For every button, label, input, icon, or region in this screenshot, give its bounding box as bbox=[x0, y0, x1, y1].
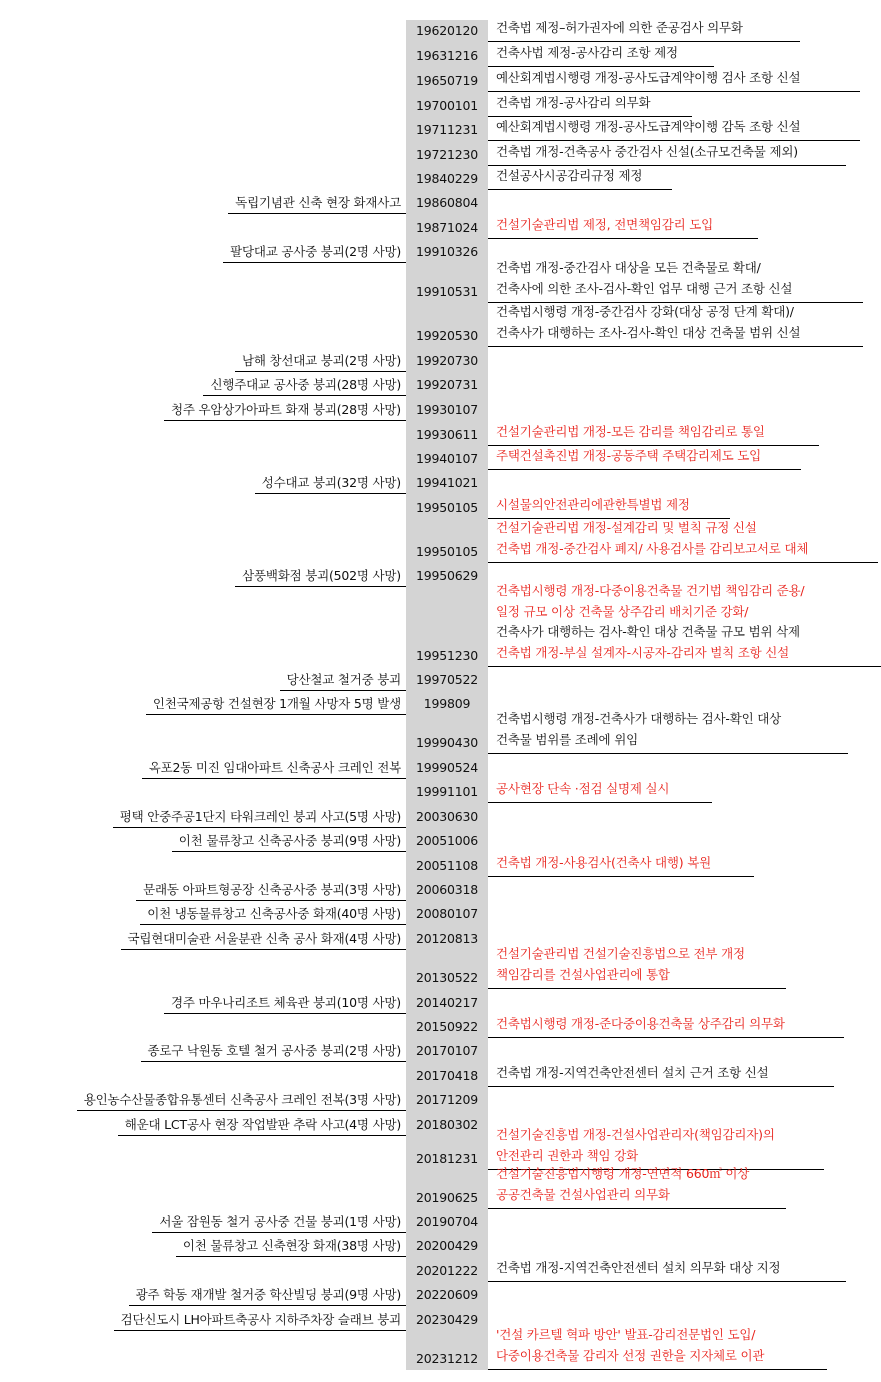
regulation-line: 건설기술관리법 개정-모든 감리를 책임감리로 통일 bbox=[496, 424, 765, 440]
incident-label: 광주 학동 재개발 철거중 학산빌딩 붕괴(9명 사망) bbox=[135, 1287, 401, 1302]
regulation-line: 일정 규모 이상 건축물 상주감리 배치기준 강화/ bbox=[496, 603, 749, 619]
incident-label: 문래동 아파트형공장 신축공사중 붕괴(3명 사망) bbox=[143, 882, 401, 897]
timeline-date: 19950105 bbox=[415, 544, 479, 559]
regulation-text bbox=[496, 853, 711, 874]
timeline-row bbox=[0, 93, 881, 117]
timeline-row bbox=[0, 755, 881, 779]
regulation-line: 건축사가 대행하는 검사-확인 대상 건축물 규모 범위 삭제 bbox=[496, 624, 800, 640]
timeline-row bbox=[0, 577, 881, 667]
regulation-underline bbox=[488, 1369, 827, 1370]
timeline-row bbox=[0, 1258, 881, 1282]
regulation-text bbox=[496, 581, 804, 664]
timeline-date: 20180302 bbox=[415, 1117, 479, 1132]
timeline-date: 19620120 bbox=[415, 23, 479, 38]
incident-label: 용인농수산물종합유통센터 신축공사 크레인 전복(3명 사망) bbox=[83, 1092, 401, 1107]
incident-underline bbox=[255, 493, 406, 494]
timeline-date: 20051108 bbox=[415, 858, 479, 873]
regulation-underline bbox=[488, 753, 848, 754]
timeline-row bbox=[0, 853, 881, 877]
timeline-row bbox=[0, 215, 881, 239]
timeline-date: 20170418 bbox=[415, 1068, 479, 1083]
timeline-date: 20181231 bbox=[415, 1151, 479, 1166]
regulation-text bbox=[496, 302, 800, 344]
timeline-date: 19990524 bbox=[415, 760, 479, 775]
incident-label: 신행주대교 공사중 붕괴(28명 사망) bbox=[210, 377, 401, 392]
timeline-row bbox=[0, 299, 881, 347]
timeline-date: 19910531 bbox=[415, 284, 479, 299]
regulation-underline bbox=[488, 140, 860, 141]
timeline-date: 19871024 bbox=[415, 220, 479, 235]
timeline-row bbox=[0, 990, 881, 1014]
timeline-date: 19951230 bbox=[415, 648, 479, 663]
incident-label: 해운대 LCT공사 현장 작업발판 추락 사고(4명 사망) bbox=[124, 1117, 401, 1132]
timeline-date: 199809 bbox=[423, 696, 471, 711]
incident-label: 옥포2동 미진 임대아파트 신축공사 크레인 전복 bbox=[148, 760, 401, 775]
timeline-date: 19941021 bbox=[415, 475, 479, 490]
timeline-date: 20080107 bbox=[415, 906, 479, 921]
regulation-text bbox=[496, 446, 761, 467]
timeline-row bbox=[0, 1014, 881, 1038]
incident-label: 검단신도시 LH아파트축공사 지하주차장 슬래브 붕괴 bbox=[120, 1312, 401, 1327]
timeline-date: 19940107 bbox=[415, 451, 479, 466]
timeline-row bbox=[0, 117, 881, 141]
regulation-text bbox=[496, 215, 713, 236]
regulation-text bbox=[496, 1258, 780, 1279]
timeline-date: 19930611 bbox=[415, 427, 479, 442]
regulation-line: 건축법 개정-중간검사 폐지/ 사용검사를 감리보고서로 대체 bbox=[496, 541, 809, 557]
regulation-underline bbox=[488, 41, 800, 42]
timeline-date: 20201222 bbox=[415, 1263, 479, 1278]
timeline-date: 19920530 bbox=[415, 328, 479, 343]
timeline-date: 19950105 bbox=[415, 500, 479, 515]
timeline-row bbox=[0, 190, 881, 214]
incident-label: 이천 물류창고 신축공사중 붕괴(9명 사망) bbox=[178, 833, 401, 848]
timeline-date: 20120813 bbox=[415, 931, 479, 946]
timeline-row bbox=[0, 446, 881, 470]
regulation-line: 주택건설촉진법 개정-공동주택 주택감리제도 도입 bbox=[496, 448, 762, 464]
regulation-line: 건축법 개정-부실 설계자-시공자-감리자 벌칙 조항 신설 bbox=[496, 645, 790, 661]
timeline-row bbox=[0, 901, 881, 925]
timeline-date: 19860804 bbox=[415, 195, 479, 210]
timeline-row bbox=[0, 1038, 881, 1062]
timeline-date: 19711231 bbox=[415, 122, 479, 137]
incident-label: 이천 물류창고 신축현장 화재(38명 사망) bbox=[182, 1238, 401, 1253]
regulation-text bbox=[496, 43, 678, 64]
timeline-row bbox=[0, 779, 881, 803]
incident-label: 남해 창선대교 붕괴(2명 사망) bbox=[241, 353, 401, 368]
regulation-line: '건설 카르텔 혁파 방안' 발표-감리전문법인 도입/ bbox=[496, 1327, 756, 1343]
incident-label: 종로구 낙원동 호텔 철거 공사중 붕괴(2명 사망) bbox=[147, 1043, 401, 1058]
regulation-text bbox=[496, 709, 781, 751]
timeline-date: 19700101 bbox=[415, 98, 479, 113]
timeline-row bbox=[0, 68, 881, 92]
regulation-line: 예산회계법시행령 개정-공사도급계약이행 검사 조항 신설 bbox=[496, 70, 801, 86]
timeline-row bbox=[0, 1282, 881, 1306]
timeline-date: 20220609 bbox=[415, 1287, 479, 1302]
regulation-line: 건설기술관리법 제정, 전면책임감리 도입 bbox=[496, 217, 713, 233]
regulation-line: 건축사가 대행하는 조사-검사-확인 대상 건축물 범위 신설 bbox=[496, 325, 801, 341]
timeline-date: 19990430 bbox=[415, 735, 479, 750]
timeline-date: 19930107 bbox=[415, 402, 479, 417]
incident-underline bbox=[164, 420, 406, 421]
regulation-text bbox=[496, 779, 669, 800]
regulation-line: 건축법 개정-사용검사(건축사 대행) 복원 bbox=[496, 855, 711, 871]
timeline-row bbox=[0, 515, 881, 563]
timeline-row bbox=[0, 470, 881, 494]
regulation-underline bbox=[488, 91, 860, 92]
regulation-line: 안전관리 권한과 책임 강화 bbox=[496, 1148, 638, 1164]
timeline-row bbox=[0, 372, 881, 396]
timeline-date: 20200429 bbox=[415, 1238, 479, 1253]
timeline-row bbox=[0, 1063, 881, 1087]
timeline-date: 19721230 bbox=[415, 147, 479, 162]
timeline-row bbox=[0, 1233, 881, 1257]
timeline-row bbox=[0, 18, 881, 42]
timeline-row bbox=[0, 255, 881, 303]
regulation-line: 건설기술관리법 건설기술진흥법으로 전부 개정 bbox=[496, 946, 745, 962]
timeline-date: 19631216 bbox=[415, 48, 479, 63]
timeline-date: 20030630 bbox=[415, 809, 479, 824]
timeline-date: 19970522 bbox=[415, 672, 479, 687]
incident-label: 독립기념관 신축 현장 화재사고 bbox=[235, 195, 401, 210]
regulation-underline bbox=[488, 346, 863, 347]
regulation-line: 책임감리를 건설사업관리에 통합 bbox=[496, 967, 670, 983]
incident-underline bbox=[77, 1110, 406, 1111]
timeline-row bbox=[0, 706, 881, 754]
timeline-date: 20060318 bbox=[415, 882, 479, 897]
timeline-row bbox=[0, 941, 881, 989]
regulation-line: 공사현장 단속 ·점검 실명제 실시 bbox=[496, 781, 670, 797]
timeline-row bbox=[0, 422, 881, 446]
regulation-line: 다중이용건축물 감리자 선정 권한을 지자체로 이관 bbox=[496, 1348, 765, 1364]
regulation-text bbox=[496, 18, 743, 39]
incident-underline bbox=[172, 851, 406, 852]
incident-underline bbox=[176, 1256, 406, 1257]
timeline-row bbox=[0, 877, 881, 901]
timeline-date: 20171209 bbox=[415, 1092, 479, 1107]
timeline-date: 20150922 bbox=[415, 1019, 479, 1034]
timeline-date: 20140217 bbox=[415, 995, 479, 1010]
regulation-line: 건축법시행령 개정-준다중이용건축물 상주감리 의무화 bbox=[496, 1016, 785, 1032]
timeline-date: 19950629 bbox=[415, 568, 479, 583]
regulation-underline bbox=[488, 66, 714, 67]
regulation-text bbox=[496, 422, 765, 443]
regulation-line: 건축법 개정-지역건축안전센터 설치 근거 조항 신설 bbox=[496, 1065, 769, 1081]
regulation-text bbox=[496, 495, 690, 516]
timeline-row bbox=[0, 1087, 881, 1111]
incident-label: 서울 잠원동 철거 공사중 건물 붕괴(1명 사망) bbox=[159, 1214, 401, 1229]
incident-label: 성수대교 붕괴(32명 사망) bbox=[261, 475, 401, 490]
timeline-date: 20170107 bbox=[415, 1043, 479, 1058]
regulation-line: 건축사에 의한 조사-검사-확인 업무 대행 근거 조항 신설 bbox=[496, 281, 793, 297]
timeline-row bbox=[0, 397, 881, 421]
regulation-text bbox=[496, 1014, 785, 1035]
regulation-line: 건축법시행령 개정-다중이용건축물 건기법 책임감리 준용/ bbox=[496, 582, 805, 598]
timeline-date: 20231212 bbox=[415, 1351, 479, 1366]
timeline-row bbox=[0, 667, 881, 691]
timeline-date: 19920730 bbox=[415, 353, 479, 368]
timeline-date: 20190625 bbox=[415, 1190, 479, 1205]
regulation-text bbox=[496, 93, 650, 114]
regulation-line: 건축법 제정–허가권자에 의한 준공검사 의무화 bbox=[496, 20, 743, 36]
regulation-line: 건축법 개정-중간검사 대상을 모든 건축물로 확대/ bbox=[496, 260, 761, 276]
incident-underline bbox=[140, 924, 406, 925]
regulation-text bbox=[496, 1325, 764, 1367]
timeline-row bbox=[0, 142, 881, 166]
incident-underline bbox=[228, 213, 406, 214]
regulation-text bbox=[496, 117, 800, 138]
timeline-date: 19910326 bbox=[415, 244, 479, 259]
regulation-text bbox=[496, 518, 808, 560]
incident-underline bbox=[203, 395, 406, 396]
regulation-line: 건축물 범위를 조례에 위임 bbox=[496, 732, 638, 748]
timeline-row bbox=[0, 1161, 881, 1209]
regulation-line: 건설기술관리법 개정-설계감리 및 벌칙 규정 신설 bbox=[496, 520, 757, 536]
regulation-text bbox=[496, 166, 642, 187]
regulation-line: 건축법시행령 개정-건축사가 대행하는 검사-확인 대상 bbox=[496, 711, 781, 727]
regulation-text bbox=[496, 142, 798, 163]
incident-label: 삼풍백화점 붕괴(502명 사망) bbox=[242, 568, 401, 583]
timeline-row bbox=[0, 348, 881, 372]
regulation-text bbox=[496, 1164, 749, 1206]
incident-label: 평택 안중주공1단지 타워크레인 붕괴 사고(5명 사망) bbox=[119, 809, 401, 824]
regulation-line: 공공건축물 건설사업관리 의무화 bbox=[496, 1187, 670, 1203]
timeline-row bbox=[0, 1322, 881, 1370]
regulation-line: 예산회계법시행령 개정-공사도급계약이행 감독 조항 신설 bbox=[496, 119, 801, 135]
incident-underline bbox=[129, 1305, 406, 1306]
regulation-line: 건설기술진흥법시행령 개정-연면적 660㎡ 이상 bbox=[496, 1166, 750, 1182]
incident-label: 팔당대교 공사중 붕괴(2명 사망) bbox=[230, 244, 401, 259]
regulation-line: 건축법 개정-건축공사 중간검사 신설(소규모건축물 제외) bbox=[496, 144, 798, 160]
incident-label: 인천국제공항 건설현장 1개월 사망자 5명 발생 bbox=[152, 696, 401, 711]
regulation-line: 시설물의안전관리에관한특별법 제정 bbox=[496, 497, 690, 513]
timeline-date: 19650719 bbox=[415, 73, 479, 88]
timeline-date: 19991101 bbox=[415, 784, 479, 799]
timeline-date: 20130522 bbox=[415, 970, 479, 985]
regulation-line: 건축법시행령 개정-중간검사 강화(대상 공정 단계 확대)/ bbox=[496, 304, 794, 320]
timeline-row bbox=[0, 804, 881, 828]
timeline-date: 19920731 bbox=[415, 377, 479, 392]
incident-label: 당산철교 철거중 붕괴 bbox=[286, 672, 401, 687]
timeline-row bbox=[0, 43, 881, 67]
regulation-text bbox=[496, 1063, 769, 1084]
incident-label: 청주 우암상가아파트 화재 붕괴(28명 사망) bbox=[171, 402, 401, 417]
incident-label: 국립현대미술관 서울분관 신축 공사 화재(4명 사망) bbox=[127, 931, 401, 946]
timeline-date: 20230429 bbox=[415, 1312, 479, 1327]
incident-label: 이천 냉동물류창고 신축공사중 화재(40명 사망) bbox=[147, 906, 401, 921]
regulation-line: 건축사법 제정-공사감리 조항 제정 bbox=[496, 45, 678, 61]
regulation-line: 건설기술진흥법 개정-건설사업관리자(책임감리자)의 bbox=[496, 1127, 775, 1143]
regulation-underline bbox=[488, 802, 712, 803]
regulation-line: 건설공사시공감리규정 제정 bbox=[496, 168, 643, 184]
timeline-row bbox=[0, 166, 881, 190]
regulation-text bbox=[496, 258, 792, 300]
regulation-line: 건축법 개정-지역건축안전센터 설치 의무화 대상 지정 bbox=[496, 1260, 781, 1276]
timeline-date: 20190704 bbox=[415, 1214, 479, 1229]
regulation-underline bbox=[488, 988, 786, 989]
incident-label: 경주 마우나리조트 체육관 붕괴(10명 사망) bbox=[171, 995, 401, 1010]
incident-underline bbox=[141, 1061, 407, 1062]
timeline-row bbox=[0, 828, 881, 852]
regulation-text bbox=[496, 944, 745, 986]
timeline-date: 20051006 bbox=[415, 833, 479, 848]
timeline-date: 19840229 bbox=[415, 171, 479, 186]
timeline-row bbox=[0, 1209, 881, 1233]
regulation-text bbox=[496, 68, 800, 89]
regulation-line: 건축법 개정-공사감리 의무화 bbox=[496, 95, 651, 111]
